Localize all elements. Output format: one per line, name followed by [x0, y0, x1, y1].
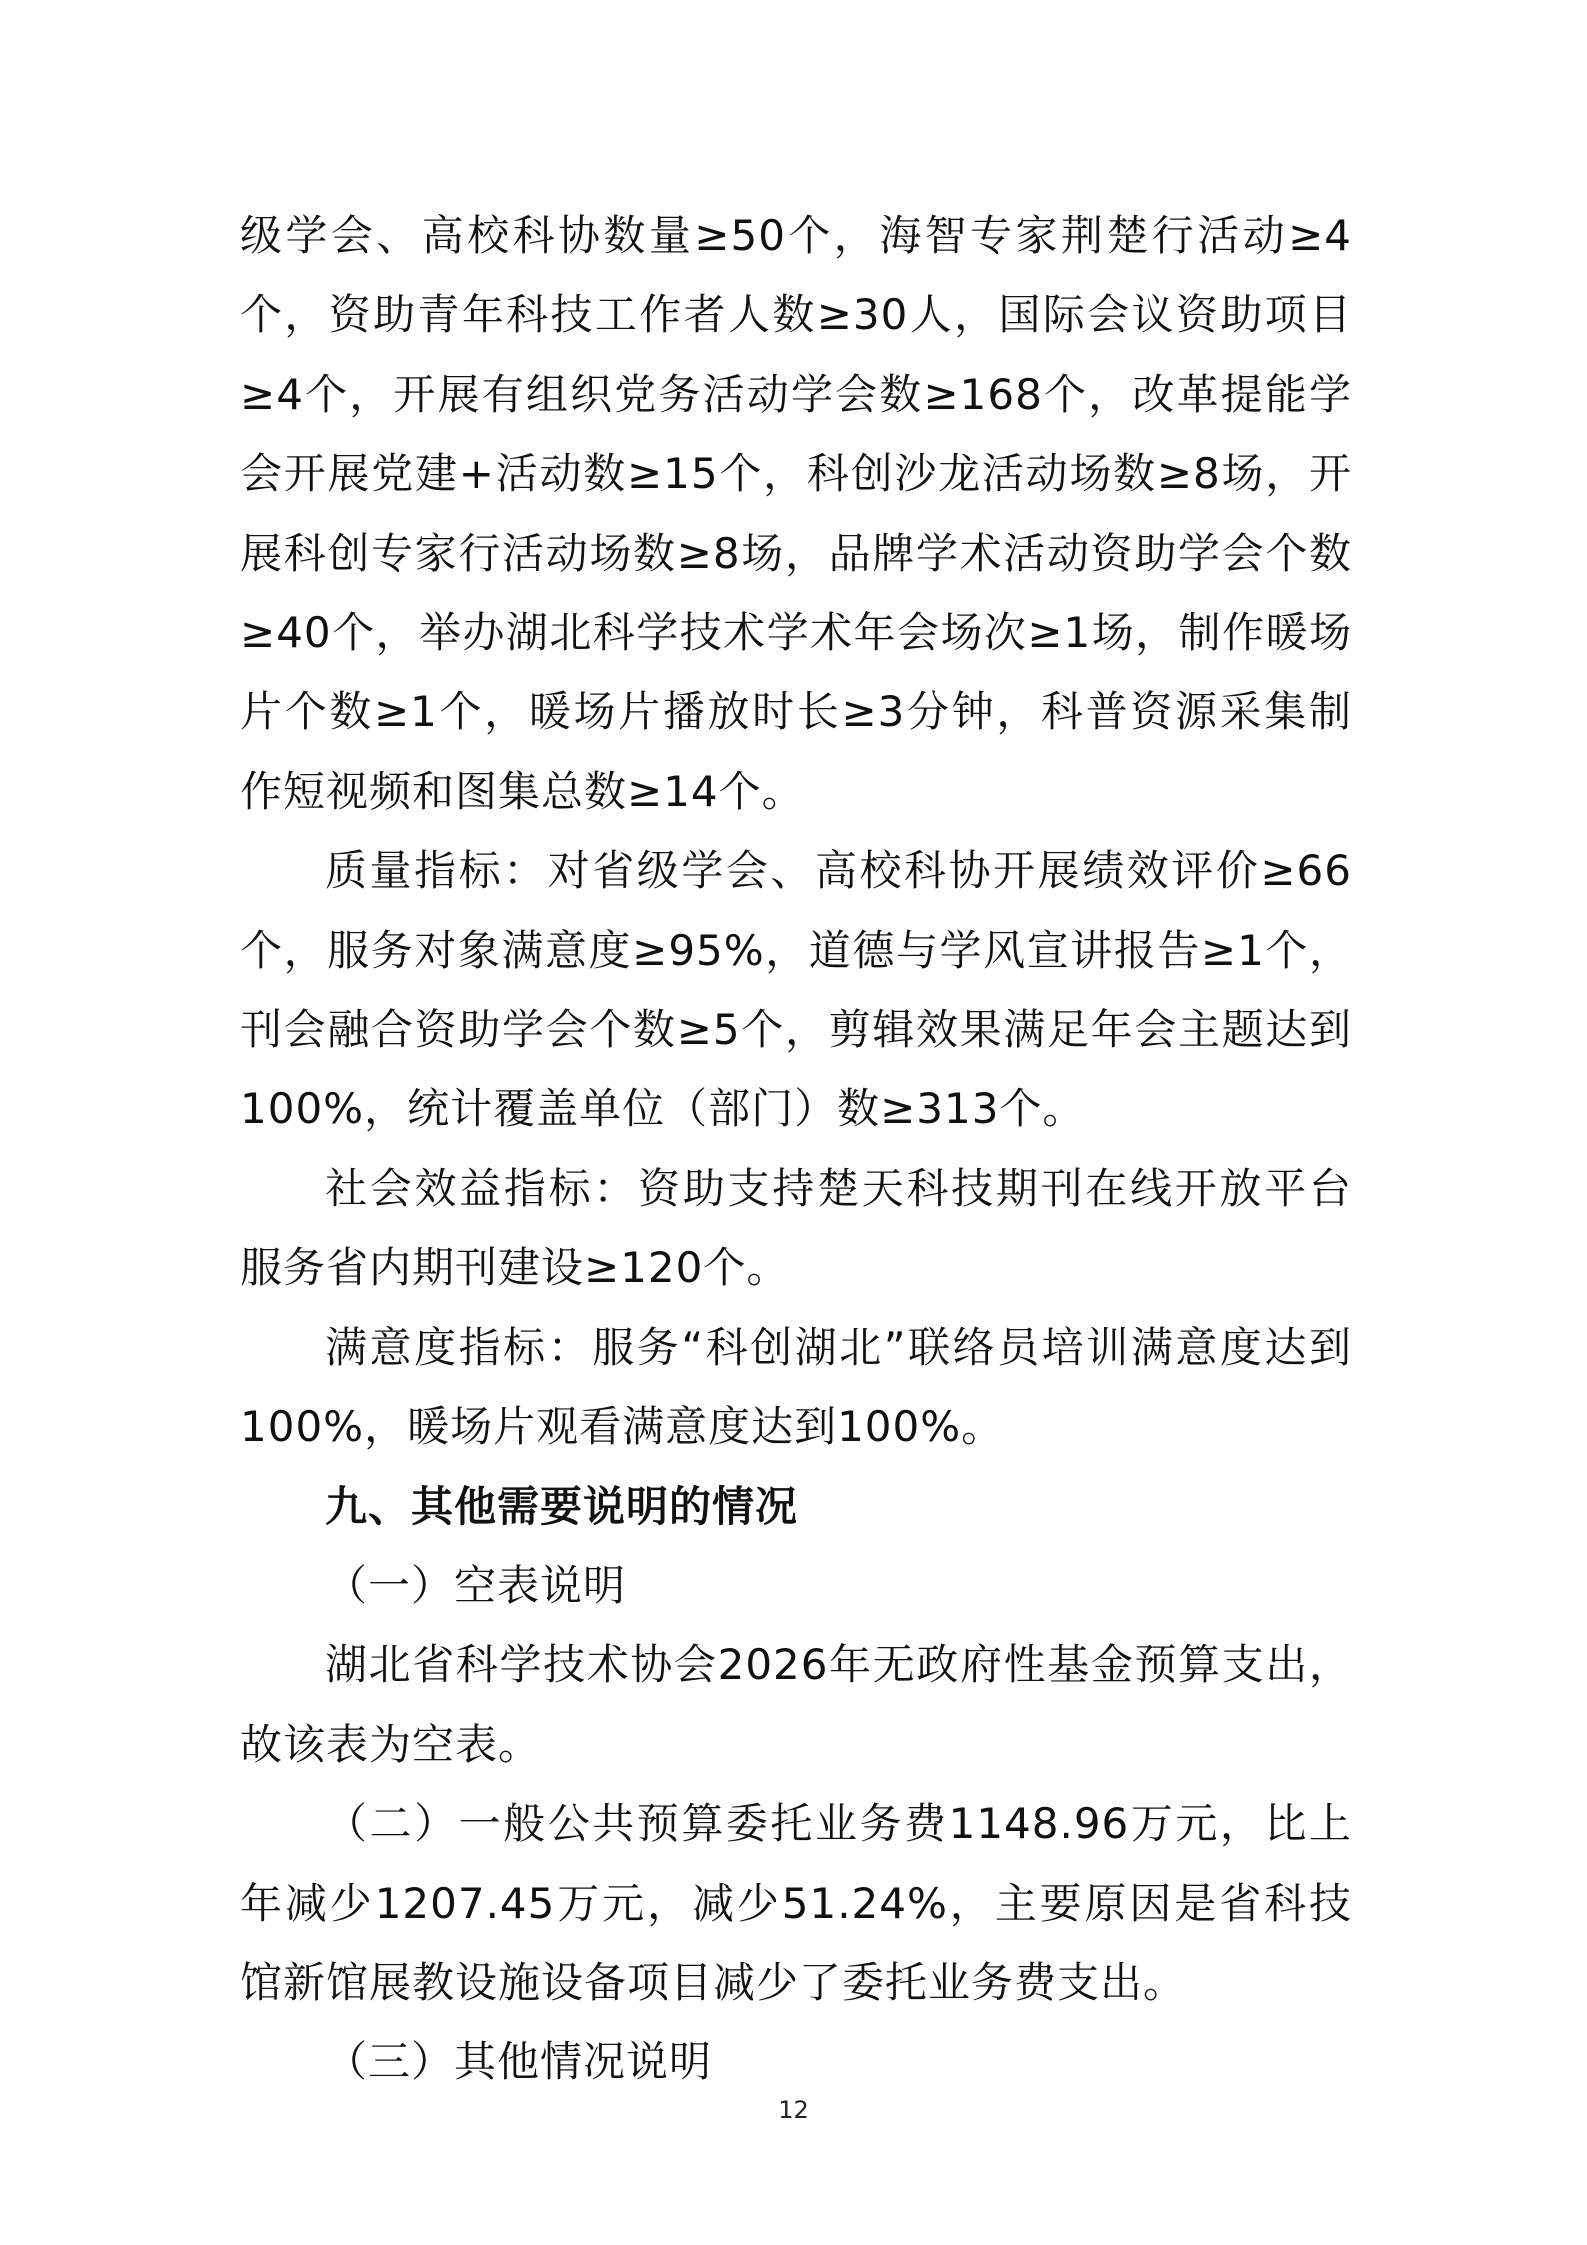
paragraph-empty-table-explanation: 湖北省科学技术协会2026年无政府性基金预算支出，故该表为空表。: [240, 1640, 1352, 1769]
paragraph-quality-indicators: 质量指标：对省级学会、高校科协开展绩效评价≥66个，服务对象满意度≥95%，道德与学风宣讲报告≥1个，刊会融合资助学会个数≥5个，剪辑效果满足年会主题达到100%，统计覆盖单位（部门）数≥313个。: [240, 846, 1352, 1134]
page-number: 12: [778, 2096, 809, 2124]
paragraph-satisfaction-indicators: 满意度指标：服务“科创湖北”联络员培训满意度达到100%，暖场片观看满意度达到100%。: [240, 1322, 1352, 1452]
paragraph-social-benefit-indicators: 社会效益指标：资助支持楚天科技期刊在线开放平台服务省内期刊建设≥120个。: [240, 1163, 1352, 1293]
paragraph-quantity-indicators: 级学会、高校科协数量≥50个，海智专家荆楚行活动≥4个，资助青年科技工作者人数≥30人，国际会议资助项目≥4个，开展有组织党务活动学会数≥168个，改革提能学会开展党建+活动数≥15个，科创沙龙活动场数≥8场，开展科创专家行活动场数≥8场，品牌学术活动资助学会个数≥40个，举办湖北科学技术学术年会场次≥1场，制作暖场片个数≥1个，暖场片播放时长≥3分钟，科普资源采集制作短视频和图集总数≥14个。: [240, 211, 1352, 816]
subheading-other-notes: （三）其他情况说明: [325, 2037, 713, 2087]
subheading-empty-table-note: （一）空表说明: [325, 1560, 627, 1610]
document-body: [240, 196, 1352, 2102]
paragraph-entrusted-business-fee: （二）一般公共预算委托业务费1148.96万元，比上年减少1207.45万元，减少51.24%，主要原因是省科技馆新馆展教设施设备项目减少了委托业务费支出。: [240, 1799, 1352, 2007]
section-heading-other-notes: 九、其他需要说明的情况: [325, 1481, 799, 1531]
